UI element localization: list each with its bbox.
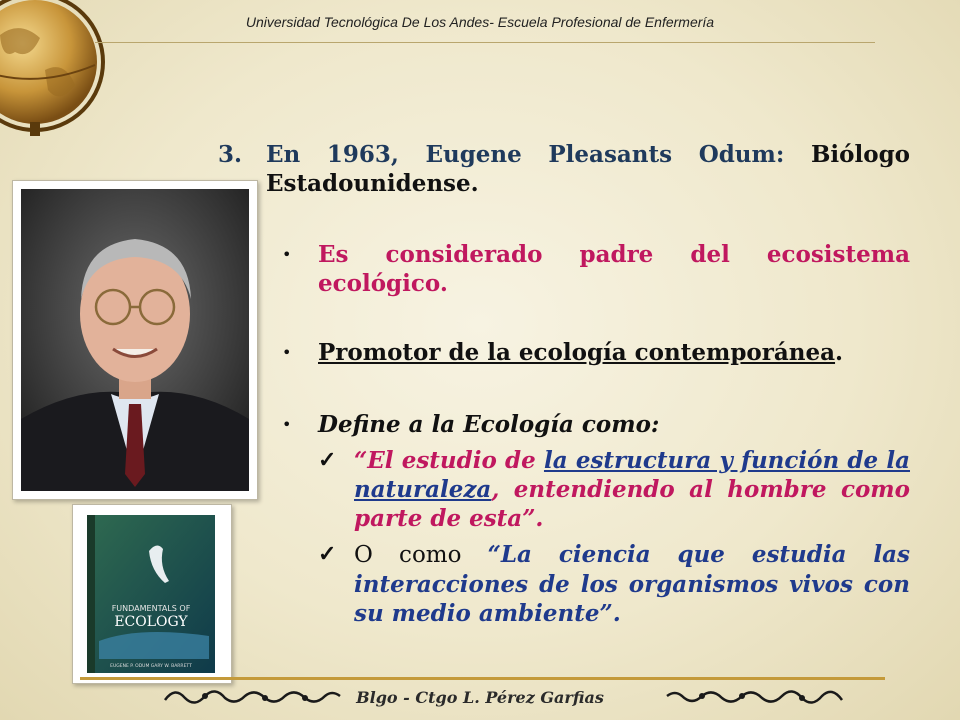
portrait-image <box>21 189 249 491</box>
header-institution: Universidad Tecnológica De Los Andes- Escuela Profesional de Enfermería <box>245 14 715 30</box>
book-title-line-1: FUNDAMENTALS OF <box>111 604 191 613</box>
check-text-part-3: , entendiendo al hombre como parte de esta”. <box>354 476 910 532</box>
footer-author: Blgo - Ctgo L. Pérez Garfias <box>356 688 604 707</box>
checkmark-icon: ✓ <box>318 541 337 567</box>
bullet-text <box>318 338 843 367</box>
bullet-text-underlined: Promotor de la ecología contemporánea <box>318 339 836 366</box>
bullet-text-rest: . <box>835 339 844 366</box>
check-item <box>318 446 910 533</box>
heading-role: Biólogo Estadounidense. <box>266 141 910 197</box>
bullet-item <box>282 240 910 298</box>
bullet-dot: • <box>282 343 292 362</box>
heading-number: 3. <box>218 141 243 168</box>
bullet-item <box>282 338 910 367</box>
header-divider <box>95 42 875 43</box>
heading-name: En 1963, Eugene Pleasants Odum: <box>266 141 785 168</box>
heading-text <box>266 140 910 198</box>
flourish-right-ornament <box>662 684 847 708</box>
check-text-part-2: “La ciencia que estudia las interacciones de los organismos vivos con su medio ambiente”. <box>354 541 910 627</box>
book-cover-photo <box>72 504 232 684</box>
bullet-dot: • <box>282 415 292 434</box>
footer-divider <box>80 677 885 680</box>
bullet-text: Define a la Ecología como: <box>318 411 660 438</box>
check-text <box>354 446 910 533</box>
check-text-part-1: “El estudio de <box>354 447 544 474</box>
slide-heading <box>218 140 910 198</box>
book-authors: EUGENE P. ODUM GARY W. BARRETT <box>110 664 192 669</box>
slide-content <box>218 140 910 198</box>
check-item <box>318 540 910 628</box>
bullet-item <box>282 410 910 439</box>
portrait-photo <box>12 180 258 500</box>
check-text <box>354 540 910 628</box>
check-text-part-2: la estructura y función de la naturaleza <box>354 447 910 503</box>
book-title-line-2: ECOLOGY <box>114 614 188 630</box>
book-cover-image <box>79 511 225 677</box>
checkmark-icon: ✓ <box>318 447 337 473</box>
check-text-part-1: O como <box>354 542 488 568</box>
bullet-dot: • <box>282 245 292 264</box>
bullet-text: Es considerado padre del ecosistema ecológico. <box>318 241 910 297</box>
